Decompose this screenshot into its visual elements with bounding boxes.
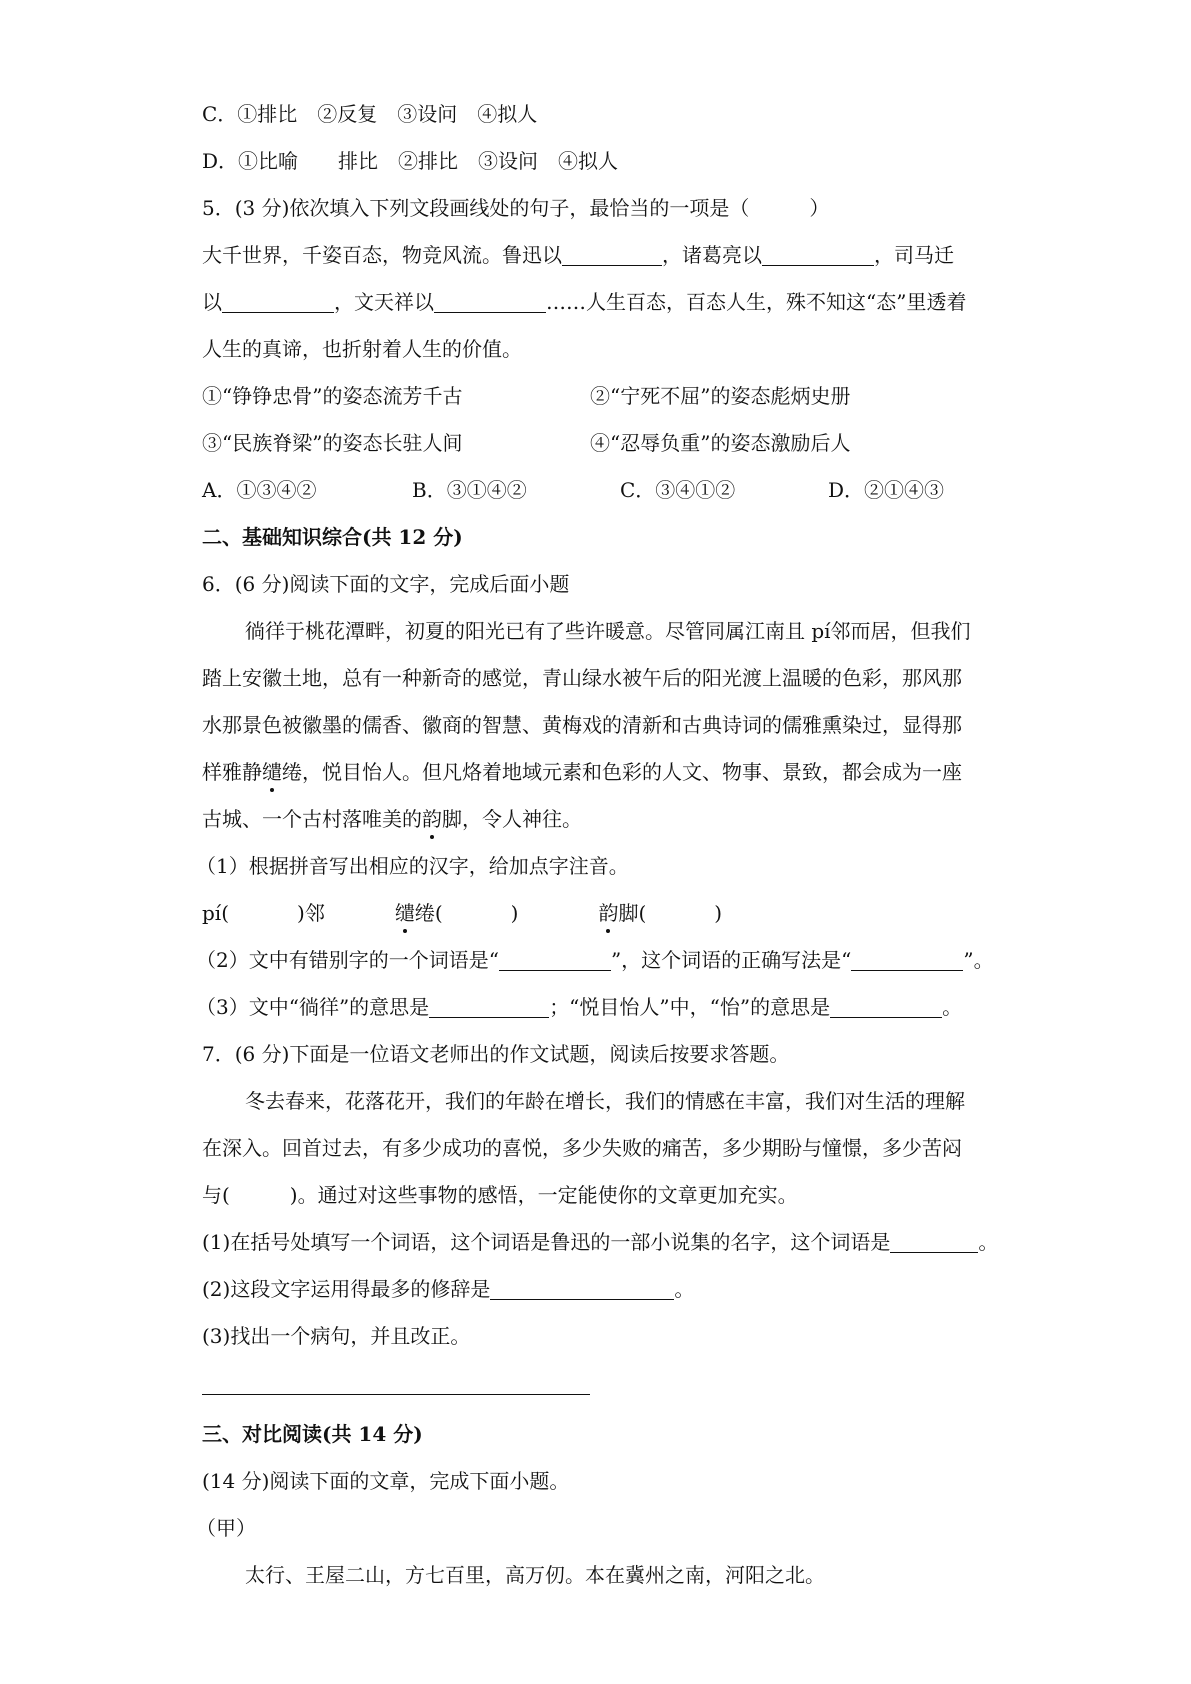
pinyin-item-2: [395, 899, 519, 927]
q6-text: 绻，悦目怡人。但凡烙着地域元素和色彩的人文、物事、景致，都会成为一座: [282, 760, 962, 784]
q7-text: (1)在括号处填写一个词语，这个词语是鲁迅的一部小说集的名字，这个词语是: [202, 1230, 891, 1254]
q6-sub-question-2: [196, 946, 994, 974]
q5-text: ，诸葛亮以: [662, 243, 762, 267]
q4-option-c: C．①排比 ②反复 ③设问 ④拟人: [202, 102, 538, 126]
q6-pinyin-row: [202, 899, 722, 927]
q5-text: 以: [202, 290, 222, 314]
dotted-char: 缱: [394, 901, 415, 925]
q5-sentence-2: ②“宁死不屈”的姿态彪炳史册: [590, 384, 851, 408]
q6-text: 。: [942, 995, 963, 1019]
section-3-title: 三、对比阅读(共 14 分): [202, 1422, 423, 1446]
q5-option-a: A．①③④②: [202, 478, 317, 502]
blank-line: [434, 290, 546, 313]
q6-passage-line-2: 踏上安徽土地，总有一种新奇的感觉，青山绿水被午后的阳光渡上温暖的色彩，那风那: [202, 666, 962, 690]
answer-line: [202, 1394, 590, 1395]
blank-line: [762, 243, 874, 266]
q6-text: （3）文中“徜徉”的意思是: [196, 995, 430, 1019]
dotted-char: 韵: [598, 901, 619, 925]
blank-line: [851, 948, 963, 971]
q7-stem: 7．(6 分)下面是一位语文老师出的作文试题，阅读后按要求答题。: [202, 1042, 790, 1066]
q5-text: ……人生百态，百态人生，殊不知这“态”里透着: [546, 290, 967, 314]
q5-sentence-3: ③“民族脊梁”的姿态长驻人间: [202, 431, 463, 455]
q6-sub-question-1: （1）根据拼音写出相应的汉字，给加点字注音。: [196, 854, 629, 878]
pinyin-open: 绻(: [414, 901, 443, 925]
blank-line: [429, 995, 549, 1018]
pinyin-open: pí(: [202, 901, 230, 925]
q7-passage-line-1: 冬去春来，花落花开，我们的年龄在增长，我们的情感在丰富，我们对生活的理解: [245, 1089, 965, 1113]
q5-text: 大千世界，千姿百态，物竞风流。鲁迅以: [202, 243, 562, 267]
pinyin-item-1: [202, 899, 325, 927]
q5-text: ，文天祥以: [334, 290, 434, 314]
q7-text: 。: [674, 1277, 695, 1301]
q6-text: 样雅静: [202, 760, 262, 784]
q6-passage-line-1: 徜徉于桃花潭畔，初夏的阳光已有了些许暖意。尽管同属江南且 pí邻而居，但我们: [245, 619, 971, 643]
q7-sub-question-3: (3)找出一个病句，并且改正。: [202, 1324, 471, 1348]
q6-stem: 6．(6 分)阅读下面的文字，完成后面小题: [202, 572, 570, 596]
q5-stem: 5．(3 分)依次填入下列文段画线处的句子，最恰当的一项是（ ）: [202, 196, 830, 220]
q5-option-b: B．③①④②: [412, 478, 527, 502]
q5-text: ，司马迁: [874, 243, 954, 267]
dotted-char: 缱: [262, 760, 282, 784]
q7-text: 。: [978, 1230, 999, 1254]
q6-passage-line-4: [202, 758, 962, 786]
q6-passage-line-5: [202, 805, 582, 833]
passage-jia-text: 太行、王屋二山，方七百里，高万仞。本在冀州之南，河阳之北。: [245, 1563, 825, 1587]
q5-passage-line-1: [202, 241, 954, 269]
q6-text: ；“悦目怡人”中，“怡”的意思是: [549, 995, 831, 1019]
blank-line: [222, 290, 334, 313]
q7-sub-question-1: [202, 1228, 998, 1256]
passage-jia-label: （甲）: [196, 1516, 256, 1540]
pinyin-item-3: [598, 899, 722, 927]
pinyin-close: ): [714, 901, 723, 925]
q7-sub-question-2: [202, 1275, 694, 1303]
blank-line: [499, 948, 611, 971]
blank-line: [890, 1230, 978, 1253]
q5-passage-line-3: 人生的真谛，也折射着人生的价值。: [202, 337, 522, 361]
q5-option-d: D．②①④③: [828, 478, 945, 502]
q7-passage-line-2: 在深入。回首过去，有多少成功的喜悦，多少失败的痛苦，多少期盼与憧憬，多少苦闷: [202, 1136, 962, 1160]
blank-line: [562, 243, 662, 266]
q5-sentence-4: ④“忍辱负重”的姿态激励后人: [590, 431, 851, 455]
blank-line: [830, 995, 942, 1018]
pinyin-open: 脚(: [618, 901, 647, 925]
q7-passage-line-3: 与( )。通过对这些事物的感悟，一定能使你的文章更加充实。: [202, 1183, 798, 1207]
q4-option-d: D．①比喻 排比 ②排比 ③设问 ④拟人: [202, 149, 619, 173]
q7-text: (2)这段文字运用得最多的修辞是: [202, 1277, 491, 1301]
q8-stem: (14 分)阅读下面的文章，完成下面小题。: [202, 1469, 570, 1493]
q6-text: 古城、一个古村落唯美的: [202, 807, 422, 831]
q6-passage-line-3: 水那景色被徽墨的儒香、徽商的智慧、黄梅戏的清新和古典诗词的儒雅熏染过，显得那: [202, 713, 962, 737]
q6-sub-question-3: [196, 993, 962, 1021]
q6-text: ”，这个词语的正确写法是“: [610, 948, 852, 972]
pinyin-close: )邻: [297, 901, 325, 925]
pinyin-close: ): [510, 901, 519, 925]
q6-text: ”。: [963, 948, 994, 972]
q5-sentence-1: ①“铮铮忠骨”的姿态流芳千古: [202, 384, 463, 408]
q5-passage-line-2: [202, 288, 966, 316]
q6-text: （2）文中有错别字的一个词语是“: [196, 948, 499, 972]
q5-option-c: C．③④①②: [620, 478, 736, 502]
q6-text: 脚，令人神往。: [442, 807, 582, 831]
section-2-title: 二、基础知识综合(共 12 分): [202, 525, 463, 549]
dotted-char: 韵: [422, 807, 442, 831]
blank-line: [490, 1277, 674, 1300]
